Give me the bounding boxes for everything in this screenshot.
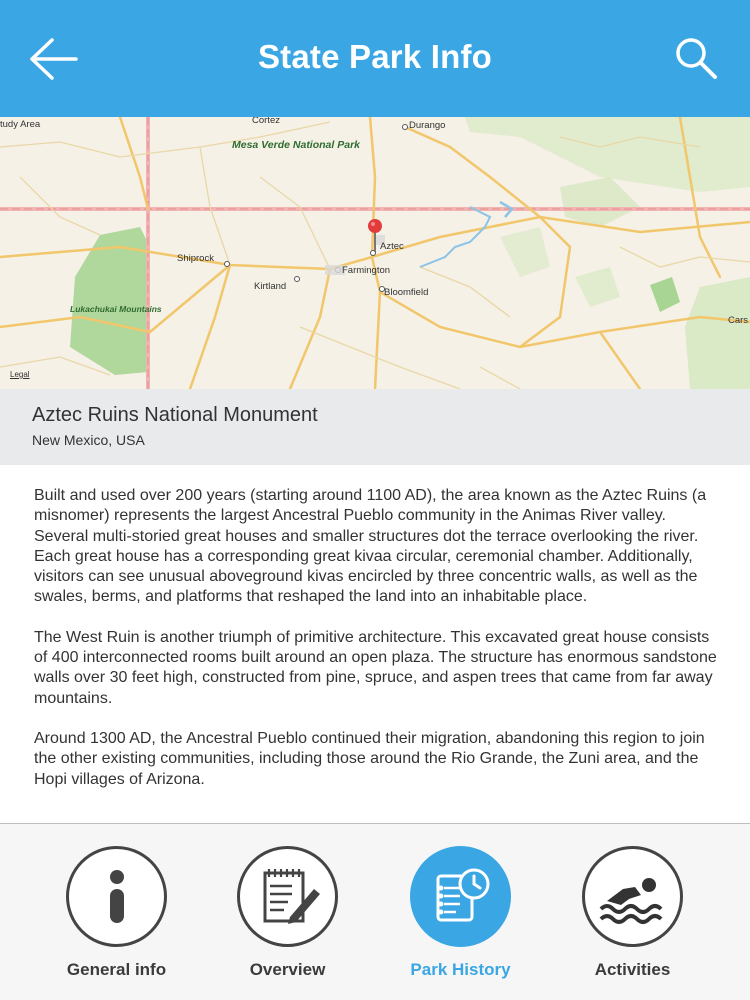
tab-label: General info (66, 960, 167, 979)
map-label-aztec: Aztec (380, 241, 404, 252)
place-location: New Mexico, USA (32, 432, 145, 448)
map-legal-link[interactable]: Legal (10, 370, 30, 379)
tab-circle (582, 846, 683, 947)
map-canvas (0, 117, 750, 389)
map-label-shiprock: Shiprock (177, 253, 214, 264)
notepad-pencil-icon (240, 849, 335, 944)
search-button[interactable] (672, 34, 722, 84)
map-label-farmington: Farmington (342, 265, 391, 276)
place-info-bar (0, 389, 750, 465)
tab-overview[interactable] (211, 846, 361, 996)
tab-circle (237, 846, 338, 947)
map-label-durango: Durango (409, 120, 446, 131)
map-label-study-area: tudy Area (0, 119, 41, 130)
tab-general-info[interactable] (40, 846, 190, 996)
map-label-cars: Cars (728, 315, 749, 326)
tab-label: Activities (594, 960, 671, 979)
map-label-cortez: Cortez (252, 117, 280, 126)
map-view[interactable] (0, 117, 750, 389)
tab-label: Overview (249, 960, 326, 979)
history-paragraph: Built and used over 200 years (starting around 1100 AD), the area known as the Aztec Ruins (a misnomer) represents the largest Ancestral Pueblo community in the Animas River valley. Several multi-storied great houses and smaller structures dot the terrace overlooking the river. Each great house has a corresponding great kivaa circular, ceremonial chamber. Additionally, visitors can see unusual aboveground kivas encircled by three concentric walls, as well as the swales, berms, and platforms that reshaped the land into an inhabitable place. (34, 487, 707, 606)
history-paragraph: The West Ruin is another triumph of primitive architecture. This excavated great house consists of 400 interconnected rooms built around an open plaza. The structure has enormous sandstone walls over 30 feet high, constructed from pine, spruce, and aspen trees that came from far away mountains. (34, 628, 717, 707)
tab-activities[interactable] (556, 846, 706, 996)
page-title: State Park Info (257, 38, 493, 75)
place-name: Aztec Ruins National Monument (32, 404, 318, 426)
info-icon (69, 849, 164, 944)
history-content (34, 486, 724, 810)
tab-label: Park History (410, 960, 511, 979)
clipboard-clock-icon (410, 846, 511, 947)
tab-park-history[interactable] (384, 846, 534, 996)
swimmer-icon (585, 849, 680, 944)
tab-circle (410, 846, 511, 947)
map-label-mesa-verde: Mesa Verde National Park (232, 139, 360, 151)
map-label-kirtland: Kirtland (254, 281, 287, 292)
history-paragraph: Around 1300 AD, the Ancestral Pueblo continued their migration, abandoning this region to join the other existing communities, including those around the Rio Grande, the Zuni area, and the Hopi villages of Arizona. (34, 729, 705, 788)
map-label-lukachukai: Lukachukai Mountains (70, 304, 162, 314)
map-label-bloomfield: Bloomfield (384, 287, 429, 298)
app-header (0, 0, 750, 117)
tab-circle (66, 846, 167, 947)
magnifier-icon (672, 34, 722, 84)
bottom-tab-bar (0, 823, 750, 1000)
